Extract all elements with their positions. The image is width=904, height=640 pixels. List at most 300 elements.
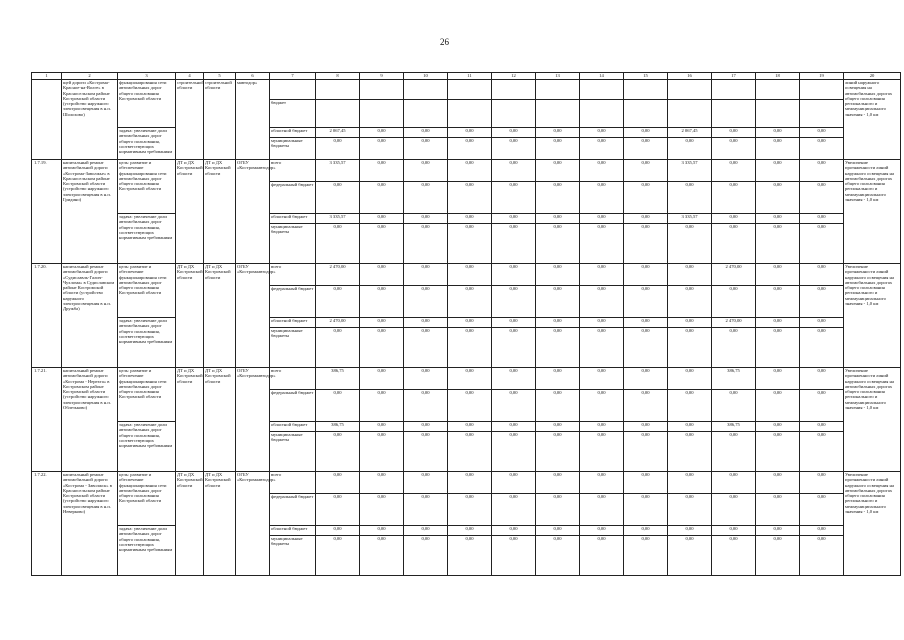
amount-cell — [800, 80, 844, 100]
amount-cell: 0,00 — [492, 224, 536, 264]
amount-cell: 0,00 — [360, 494, 404, 526]
amount-cell: 0,00 — [316, 390, 360, 422]
amount-cell: 0,00 — [756, 494, 800, 526]
amount-cell: 0,00 — [580, 286, 624, 318]
expected-result: Увеличение протяженности линий наружного освещения на автомобильных дорогах общего пользования регионального и межмуниципального значения - 1,0 км — [844, 368, 901, 472]
amount-cell: 0,00 — [360, 526, 404, 536]
goal-text: функционирования сети автомобильных дорог общего пользования Костромской области — [118, 80, 176, 128]
funding-source-regional: областной бюджет — [270, 318, 316, 328]
amount-cell — [492, 80, 536, 100]
amount-cell: 0,00 — [316, 182, 360, 214]
amount-cell: 0,00 — [492, 138, 536, 160]
executor-col5: ДТ и ДХ Костромской области — [204, 368, 236, 472]
executor-col5: ДТ и ДХ Костромской области — [204, 160, 236, 264]
amount-cell: 0,00 — [404, 318, 448, 328]
amount-cell: 0,00 — [668, 432, 712, 472]
amount-cell: 0,00 — [536, 536, 580, 576]
amount-cell: 0,00 — [404, 494, 448, 526]
amount-cell: 2 470,00 — [712, 318, 756, 328]
funding-source-total: всего — [270, 472, 316, 494]
column-number-3: 3 — [118, 73, 176, 80]
amount-cell: 0,00 — [492, 472, 536, 494]
amount-cell: 0,00 — [536, 494, 580, 526]
amount-cell: 0,00 — [360, 472, 404, 494]
goal-text: цель: развитие и обеспечение функционирования сети автомобильных дорог общего пользования Костромской области — [118, 264, 176, 318]
column-number-1: 1 — [32, 73, 62, 80]
amount-cell: 0,00 — [580, 390, 624, 422]
executor-col4: ДТ и ДХ Костромской области — [176, 264, 204, 368]
funding-source-municipal: муниципальные бюджеты — [270, 432, 316, 472]
amount-cell — [580, 80, 624, 100]
amount-cell: 0,00 — [360, 160, 404, 182]
amount-cell: 0,00 — [756, 368, 800, 390]
amount-cell: 0,00 — [756, 264, 800, 286]
amount-cell: 0,00 — [360, 390, 404, 422]
amount-cell: 0,00 — [404, 182, 448, 214]
table-row — [32, 368, 901, 390]
table-row — [32, 160, 901, 182]
task-text: задача: увеличение доли автомобильных дорог общего пользования, соответствующих нормативным требованиям — [118, 318, 176, 368]
funding-source-federal: федеральный бюджет — [270, 182, 316, 214]
amount-cell: 0,00 — [800, 182, 844, 214]
amount-cell: 0,00 — [404, 160, 448, 182]
amount-cell: 0,00 — [404, 390, 448, 422]
amount-cell: 0,00 — [756, 390, 800, 422]
amount-cell: 0,00 — [448, 214, 492, 224]
amount-cell — [668, 100, 712, 128]
amount-cell: 0,00 — [668, 494, 712, 526]
amount-cell: 0,00 — [316, 286, 360, 318]
column-number-7: 7 — [270, 73, 316, 80]
amount-cell: 0,00 — [404, 526, 448, 536]
amount-cell: 0,00 — [712, 536, 756, 576]
amount-cell: 0,00 — [712, 432, 756, 472]
amount-cell: 0,00 — [360, 214, 404, 224]
amount-cell — [580, 100, 624, 128]
amount-cell: 0,00 — [580, 138, 624, 160]
executor-col4: строительной области — [176, 80, 204, 160]
column-number-8: 8 — [316, 73, 360, 80]
amount-cell: 0,00 — [580, 536, 624, 576]
column-number-15: 15 — [624, 73, 668, 80]
task-text: задача: увеличение доли автомобильных дорог общего пользования, соответствующих нормативным требованиям — [118, 526, 176, 576]
amount-cell: 0,00 — [448, 128, 492, 138]
amount-cell: 0,00 — [668, 422, 712, 432]
column-number-17: 17 — [712, 73, 756, 80]
amount-cell: 0,00 — [756, 472, 800, 494]
row-number: 1.7.21. — [32, 368, 62, 472]
column-number-11: 11 — [448, 73, 492, 80]
executor-col5: ДТ и ДХ Костромской области — [204, 472, 236, 576]
amount-cell — [756, 80, 800, 100]
task-text: задача: увеличение доли автомобильных дорог общего пользования, соответствующих нормативным требованиям — [118, 128, 176, 160]
amount-cell: 0,00 — [492, 368, 536, 390]
column-number-9: 9 — [360, 73, 404, 80]
column-number-13: 13 — [536, 73, 580, 80]
amount-cell: 0,00 — [624, 432, 668, 472]
amount-cell: 0,00 — [536, 472, 580, 494]
amount-cell: 386,75 — [712, 422, 756, 432]
amount-cell: 0,00 — [756, 328, 800, 368]
amount-cell: 0,00 — [536, 214, 580, 224]
amount-cell: 0,00 — [756, 318, 800, 328]
amount-cell: 0,00 — [404, 432, 448, 472]
amount-cell: 0,00 — [800, 472, 844, 494]
amount-cell: 0,00 — [668, 390, 712, 422]
goal-text: цель: развитие и обеспечение функционирования сети автомобильных дорог общего пользования Костромской области — [118, 368, 176, 422]
funding-source-federal: федеральный бюджет — [270, 390, 316, 422]
amount-cell: 3 335,57 — [316, 214, 360, 224]
amount-cell: 2 470,00 — [712, 264, 756, 286]
amount-cell: 0,00 — [492, 264, 536, 286]
amount-cell: 0,00 — [580, 264, 624, 286]
amount-cell: 0,00 — [360, 318, 404, 328]
amount-cell: 0,00 — [448, 432, 492, 472]
amount-cell: 0,00 — [580, 182, 624, 214]
amount-cell: 0,00 — [536, 422, 580, 432]
amount-cell: 0,00 — [360, 432, 404, 472]
amount-cell: 0,00 — [668, 472, 712, 494]
amount-cell: 0,00 — [668, 286, 712, 318]
amount-cell: 0,00 — [756, 432, 800, 472]
amount-cell: 0,00 — [580, 368, 624, 390]
amount-cell: 0,00 — [404, 368, 448, 390]
amount-cell: 0,00 — [360, 182, 404, 214]
amount-cell: 0,00 — [492, 286, 536, 318]
funding-source-regional: областной бюджет — [270, 128, 316, 138]
goal-text: цель: развитие и обеспечение функционирования сети автомобильных дорог общего пользования Костромской области — [118, 160, 176, 214]
funding-source-total: всего — [270, 264, 316, 286]
amount-cell: 0,00 — [756, 182, 800, 214]
amount-cell: 0,00 — [624, 224, 668, 264]
amount-cell: 0,00 — [404, 472, 448, 494]
amount-cell: 3 335,57 — [668, 160, 712, 182]
column-number-20: 20 — [844, 73, 901, 80]
column-number-14: 14 — [580, 73, 624, 80]
amount-cell: 0,00 — [800, 128, 844, 138]
column-number-2: 2 — [62, 73, 118, 80]
amount-cell: 0,00 — [448, 368, 492, 390]
amount-cell: 0,00 — [536, 432, 580, 472]
amount-cell: 0,00 — [624, 390, 668, 422]
amount-cell: 0,00 — [668, 264, 712, 286]
amount-cell: 0,00 — [668, 138, 712, 160]
amount-cell: 0,00 — [580, 526, 624, 536]
amount-cell: 0,00 — [404, 536, 448, 576]
amount-cell: 0,00 — [492, 328, 536, 368]
amount-cell: 0,00 — [580, 422, 624, 432]
amount-cell: 0,00 — [580, 328, 624, 368]
amount-cell: 0,00 — [800, 494, 844, 526]
amount-cell: 0,00 — [624, 182, 668, 214]
amount-cell: 0,00 — [360, 368, 404, 390]
executor-col5: строительной области — [204, 80, 236, 160]
goal-text: цель: развитие и обеспечение функционирования сети автомобильных дорог общего пользования Костромской области — [118, 472, 176, 526]
amount-cell: 0,00 — [360, 128, 404, 138]
row-number: 1.7.19. — [32, 160, 62, 264]
amount-cell: 0,00 — [756, 536, 800, 576]
amount-cell: 0,00 — [800, 214, 844, 224]
amount-cell: 0,00 — [756, 526, 800, 536]
amount-cell — [712, 80, 756, 100]
budget-table — [31, 72, 901, 576]
amount-cell: 0,00 — [756, 160, 800, 182]
amount-cell: 0,00 — [624, 422, 668, 432]
amount-cell — [624, 100, 668, 128]
amount-cell: 0,00 — [360, 536, 404, 576]
amount-cell: 0,00 — [756, 138, 800, 160]
amount-cell: 0,00 — [536, 138, 580, 160]
amount-cell: 0,00 — [536, 390, 580, 422]
amount-cell — [360, 80, 404, 100]
amount-cell — [448, 100, 492, 128]
amount-cell: 0,00 — [448, 160, 492, 182]
table-row — [32, 318, 901, 328]
table-row — [32, 422, 901, 432]
amount-cell: 0,00 — [492, 128, 536, 138]
column-number-4: 4 — [176, 73, 204, 80]
amount-cell: 0,00 — [624, 138, 668, 160]
funding-source-municipal: муниципальные бюджеты — [270, 138, 316, 160]
column-number-row — [32, 73, 901, 80]
amount-cell: 0,00 — [800, 526, 844, 536]
amount-cell: 0,00 — [448, 536, 492, 576]
amount-cell: 0,00 — [800, 536, 844, 576]
amount-cell: 0,00 — [756, 128, 800, 138]
amount-cell: 0,00 — [580, 160, 624, 182]
task-text: задача: увеличение доли автомобильных дорог общего пользования, соответствующих нормативным требованиям — [118, 422, 176, 472]
amount-cell: 0,00 — [536, 318, 580, 328]
amount-cell: 386,75 — [712, 368, 756, 390]
event-name: капитальный ремонт автомобильной дороги «Судиславль-Галич-Чухлома» в Судиславском районе Костромской области (устройство наружного электроосвещения в н.п. Дружба) — [62, 264, 118, 368]
amount-cell: 386,75 — [316, 368, 360, 390]
amount-cell: 0,00 — [712, 494, 756, 526]
amount-cell: 0,00 — [360, 286, 404, 318]
amount-cell: 0,00 — [360, 138, 404, 160]
column-number-12: 12 — [492, 73, 536, 80]
amount-cell: 0,00 — [712, 526, 756, 536]
amount-cell: 0,00 — [492, 494, 536, 526]
amount-cell: 0,00 — [712, 160, 756, 182]
amount-cell: 0,00 — [492, 526, 536, 536]
row-number — [32, 80, 62, 160]
column-number-6: 6 — [236, 73, 270, 80]
event-name: капитальный ремонт автомобильной дороги «Кострома - Нерехта» в Костромском районе Костромской области (устройство наружного электроосвещения в н.п. Облезьково) — [62, 368, 118, 472]
amount-cell: 0,00 — [536, 264, 580, 286]
amount-cell: 0,00 — [712, 182, 756, 214]
amount-cell: 0,00 — [492, 160, 536, 182]
amount-cell: 0,00 — [448, 422, 492, 432]
table-row — [32, 128, 901, 138]
amount-cell: 0,00 — [668, 368, 712, 390]
column-number-18: 18 — [756, 73, 800, 80]
task-text: задача: увеличение доли автомобильных дорог общего пользования, соответствующих нормативным требованиям — [118, 214, 176, 264]
amount-cell: 0,00 — [800, 138, 844, 160]
amount-cell — [404, 100, 448, 128]
amount-cell: 0,00 — [536, 286, 580, 318]
column-number-16: 16 — [668, 73, 712, 80]
amount-cell: 386,75 — [316, 422, 360, 432]
amount-cell: 3 335,57 — [316, 160, 360, 182]
amount-cell: 0,00 — [404, 224, 448, 264]
event-name: капитальный ремонт автомобильной дороги «Кострома-Заволжье» в Красносельском районе Костромской области (устройство наружного электроосвещения в н.п. Гридино) — [62, 160, 118, 264]
amount-cell: 0,00 — [492, 318, 536, 328]
amount-cell: 0,00 — [448, 138, 492, 160]
column-number-19: 19 — [800, 73, 844, 80]
amount-cell: 0,00 — [536, 160, 580, 182]
amount-cell: 0,00 — [316, 328, 360, 368]
amount-cell: 0,00 — [580, 128, 624, 138]
amount-cell: 0,00 — [712, 224, 756, 264]
amount-cell: 0,00 — [448, 224, 492, 264]
column-number-10: 10 — [404, 73, 448, 80]
amount-cell: 0,00 — [668, 182, 712, 214]
amount-cell — [448, 80, 492, 100]
amount-cell: 0,00 — [316, 224, 360, 264]
event-name: капитальный ремонт автомобильной дороги «Кострома - Заволжск» в Красносельском районе Костромской области (устройство наружного электроосвещения в н.п. Неверково) — [62, 472, 118, 576]
amount-cell — [668, 80, 712, 100]
amount-cell: 0,00 — [448, 390, 492, 422]
funding-source-total — [270, 80, 316, 100]
amount-cell — [536, 100, 580, 128]
amount-cell: 0,00 — [712, 214, 756, 224]
executor-col5: ДТ и ДХ Костромской области — [204, 264, 236, 368]
amount-cell: 0,00 — [316, 494, 360, 526]
executor-col4: ДТ и ДХ Костромской области — [176, 472, 204, 576]
amount-cell: 0,00 — [668, 536, 712, 576]
amount-cell: 0,00 — [536, 182, 580, 214]
amount-cell: 0,00 — [624, 494, 668, 526]
row-number: 1.7.22. — [32, 472, 62, 576]
amount-cell: 0,00 — [800, 390, 844, 422]
amount-cell: 2 470,00 — [316, 264, 360, 286]
executor-col4: ДТ и ДХ Костромской области — [176, 368, 204, 472]
amount-cell: 0,00 — [448, 264, 492, 286]
amount-cell: 0,00 — [712, 328, 756, 368]
table-row — [32, 264, 901, 286]
amount-cell: 0,00 — [448, 182, 492, 214]
table-row — [32, 472, 901, 494]
table-row — [32, 214, 901, 224]
amount-cell: 0,00 — [800, 328, 844, 368]
amount-cell: 0,00 — [624, 472, 668, 494]
amount-cell: 0,00 — [624, 128, 668, 138]
column-number-5: 5 — [204, 73, 236, 80]
amount-cell: 0,00 — [404, 128, 448, 138]
amount-cell: 0,00 — [448, 286, 492, 318]
amount-cell — [492, 100, 536, 128]
amount-cell: 0,00 — [536, 224, 580, 264]
executor-col6: мавтодор» — [236, 80, 270, 160]
amount-cell: 0,00 — [624, 368, 668, 390]
amount-cell: 0,00 — [624, 286, 668, 318]
amount-cell — [712, 100, 756, 128]
amount-cell: 0,00 — [316, 432, 360, 472]
amount-cell: 0,00 — [712, 128, 756, 138]
amount-cell: 0,00 — [800, 368, 844, 390]
amount-cell: 0,00 — [492, 182, 536, 214]
amount-cell: 2 470,00 — [316, 318, 360, 328]
executor-col6: ОГБУ «Костромаавтодор» — [236, 264, 270, 368]
amount-cell: 0,00 — [448, 318, 492, 328]
row-number: 1.7.20. — [32, 264, 62, 368]
amount-cell: 0,00 — [624, 318, 668, 328]
amount-cell — [624, 80, 668, 100]
amount-cell: 0,00 — [536, 368, 580, 390]
funding-source-regional: областной бюджет — [270, 526, 316, 536]
expected-result: линий наружного освещения на автомобильных дорогах общего пользования регионального и межмуниципального значения - 1,0 км — [844, 80, 901, 160]
amount-cell: 0,00 — [580, 318, 624, 328]
executor-col6: ОГБУ «Костромаавтодор» — [236, 472, 270, 576]
funding-source-total: всего — [270, 368, 316, 390]
amount-cell: 0,00 — [668, 526, 712, 536]
amount-cell: 0,00 — [404, 264, 448, 286]
funding-source-regional: областной бюджет — [270, 214, 316, 224]
amount-cell: 0,00 — [756, 214, 800, 224]
amount-cell: 0,00 — [800, 264, 844, 286]
amount-cell: 0,00 — [404, 328, 448, 368]
amount-cell: 0,00 — [492, 214, 536, 224]
amount-cell: 0,00 — [492, 422, 536, 432]
amount-cell: 0,00 — [624, 264, 668, 286]
amount-cell: 0,00 — [756, 422, 800, 432]
expected-result: Увеличение протяженности линий наружного освещения на автомобильных дорогах общего пользования регионального и межмуниципального значения - 1,0 км — [844, 264, 901, 368]
funding-source-regional: областной бюджет — [270, 422, 316, 432]
event-name: щей дороги «Кострома-Красное-на-Волге» в Красносельском районе Костромской области (устройство наружного электроосвещения в н.п. Шолохово) — [62, 80, 118, 160]
amount-cell — [536, 80, 580, 100]
amount-cell: 0,00 — [624, 526, 668, 536]
amount-cell: 0,00 — [624, 328, 668, 368]
executor-col6: ОГБУ «Костромаавтодор» — [236, 368, 270, 472]
amount-cell: 0,00 — [360, 422, 404, 432]
amount-cell: 0,00 — [756, 286, 800, 318]
amount-cell: 0,00 — [360, 328, 404, 368]
amount-cell: 2 067,45 — [668, 128, 712, 138]
amount-cell: 0,00 — [800, 160, 844, 182]
amount-cell — [316, 100, 360, 128]
amount-cell: 0,00 — [448, 494, 492, 526]
amount-cell: 0,00 — [316, 472, 360, 494]
amount-cell: 0,00 — [668, 318, 712, 328]
amount-cell: 0,00 — [756, 224, 800, 264]
amount-cell: 0,00 — [404, 422, 448, 432]
amount-cell: 0,00 — [536, 328, 580, 368]
amount-cell: 0,00 — [624, 214, 668, 224]
amount-cell: 0,00 — [448, 472, 492, 494]
page-number: 26 — [440, 37, 449, 47]
executor-col6: ОГБУ «Костромаавтодор» — [236, 160, 270, 264]
amount-cell: 0,00 — [448, 526, 492, 536]
amount-cell: 0,00 — [404, 138, 448, 160]
expected-result: Увеличение протяженности линий наружного освещения на автомобильных дорогах общего пользования регионального и межмуниципального значения - 1,0 км — [844, 160, 901, 264]
amount-cell: 0,00 — [800, 318, 844, 328]
table-row — [32, 526, 901, 536]
amount-cell: 0,00 — [712, 286, 756, 318]
amount-cell: 0,00 — [404, 286, 448, 318]
executor-col4: ДТ и ДХ Костромской области — [176, 160, 204, 264]
funding-source-federal: бюджет — [270, 100, 316, 128]
amount-cell: 2 067,45 — [316, 128, 360, 138]
amount-cell: 0,00 — [448, 328, 492, 368]
amount-cell — [360, 100, 404, 128]
amount-cell: 0,00 — [360, 264, 404, 286]
amount-cell: 0,00 — [316, 536, 360, 576]
amount-cell — [316, 80, 360, 100]
table-row — [32, 80, 901, 100]
funding-source-municipal: муниципальные бюджеты — [270, 536, 316, 576]
amount-cell: 0,00 — [800, 422, 844, 432]
amount-cell: 0,00 — [492, 432, 536, 472]
